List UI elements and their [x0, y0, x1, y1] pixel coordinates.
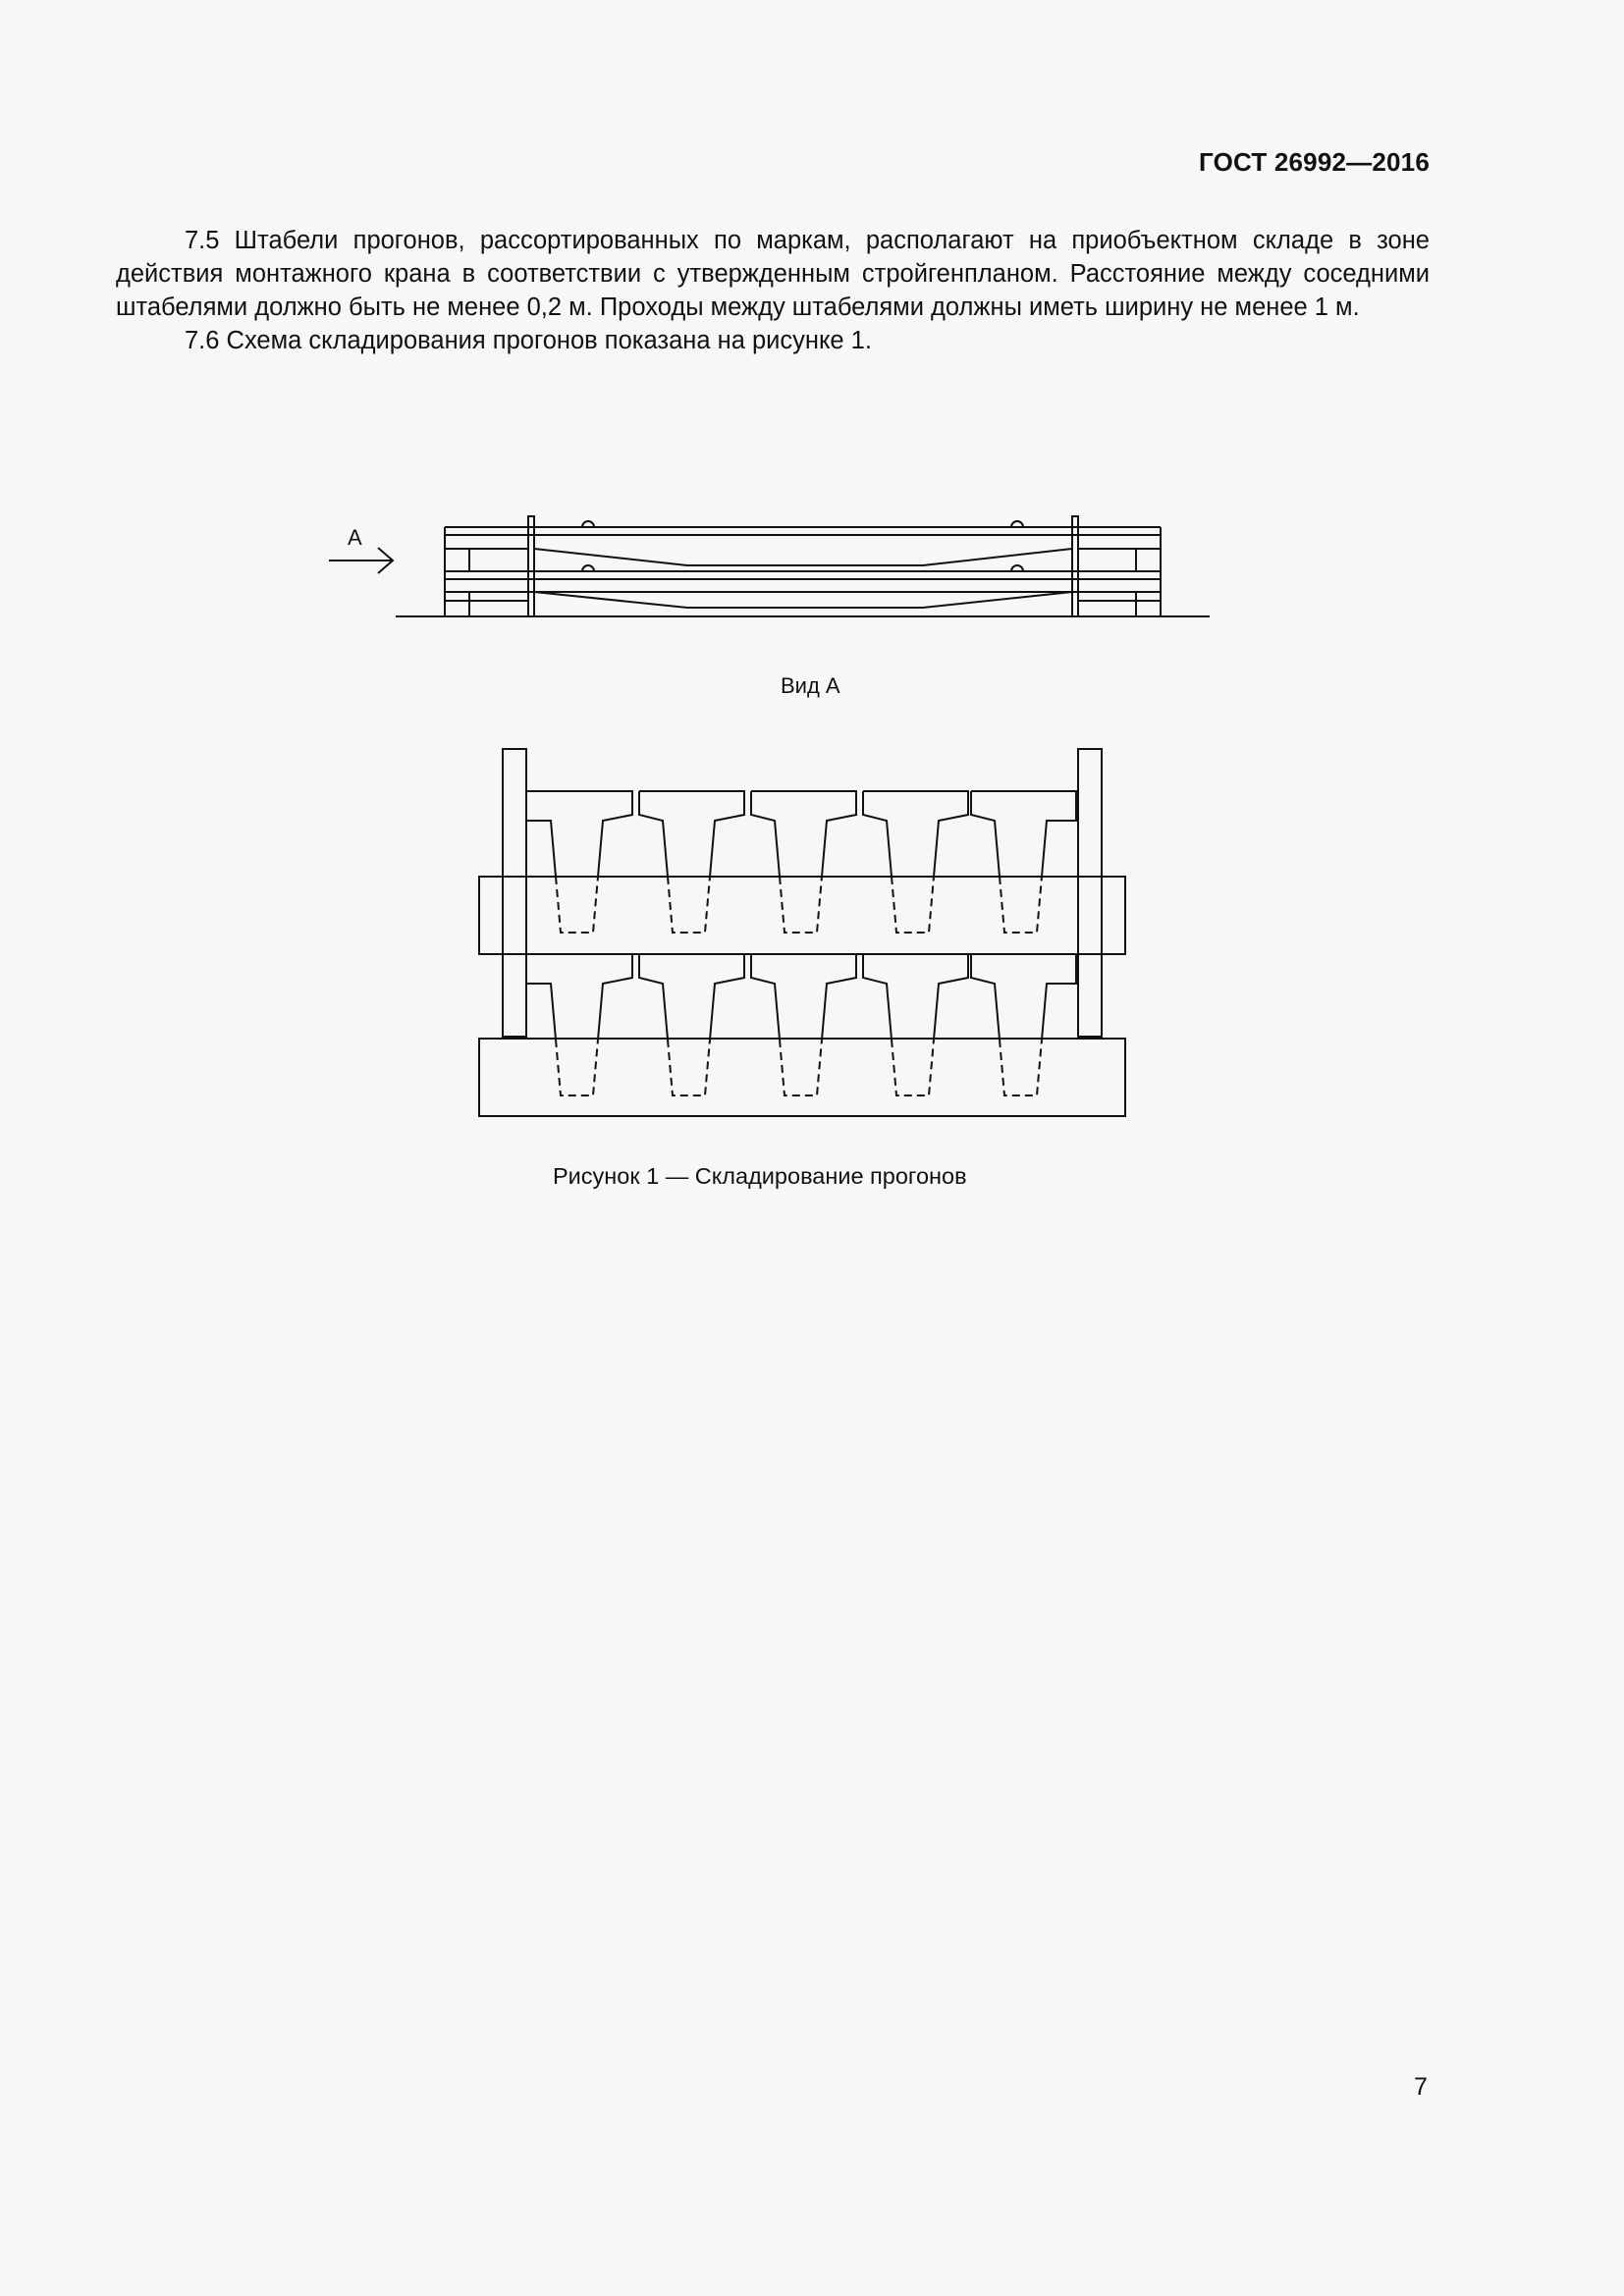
view-a-label: Вид А: [781, 673, 840, 698]
page-number: 7: [1414, 2073, 1428, 2101]
spacer-beam-upper: [479, 877, 1125, 954]
paragraph-7-5: 7.5 Штабели прогонов, рассортированных по маркам, располагают на приобъектном складе в зоне действия монтажного крана в соответствии с утвержденным стройгенпланом. Расстояние между соседними штабелями должно быть не менее 0,2 м. Проходы между штабелями должны иметь ширину не менее 1 м.: [116, 227, 1430, 321]
arrow-label: А: [348, 525, 362, 550]
view-arrow-icon: [329, 548, 393, 573]
spacer-beam-lower: [479, 1039, 1125, 1116]
view-a-section: [479, 749, 1125, 1116]
purlin-row-lower: [527, 954, 1076, 1095]
purlin-row-upper: [527, 791, 1076, 933]
paragraph-7-6: 7.6 Схема складирования прогонов показана на рисунке 1.: [185, 327, 872, 354]
document-header: ГОСТ 26992—2016: [1199, 147, 1430, 177]
figure-caption: Рисунок 1 — Складирование прогонов: [553, 1163, 967, 1189]
side-view: [329, 516, 1210, 616]
